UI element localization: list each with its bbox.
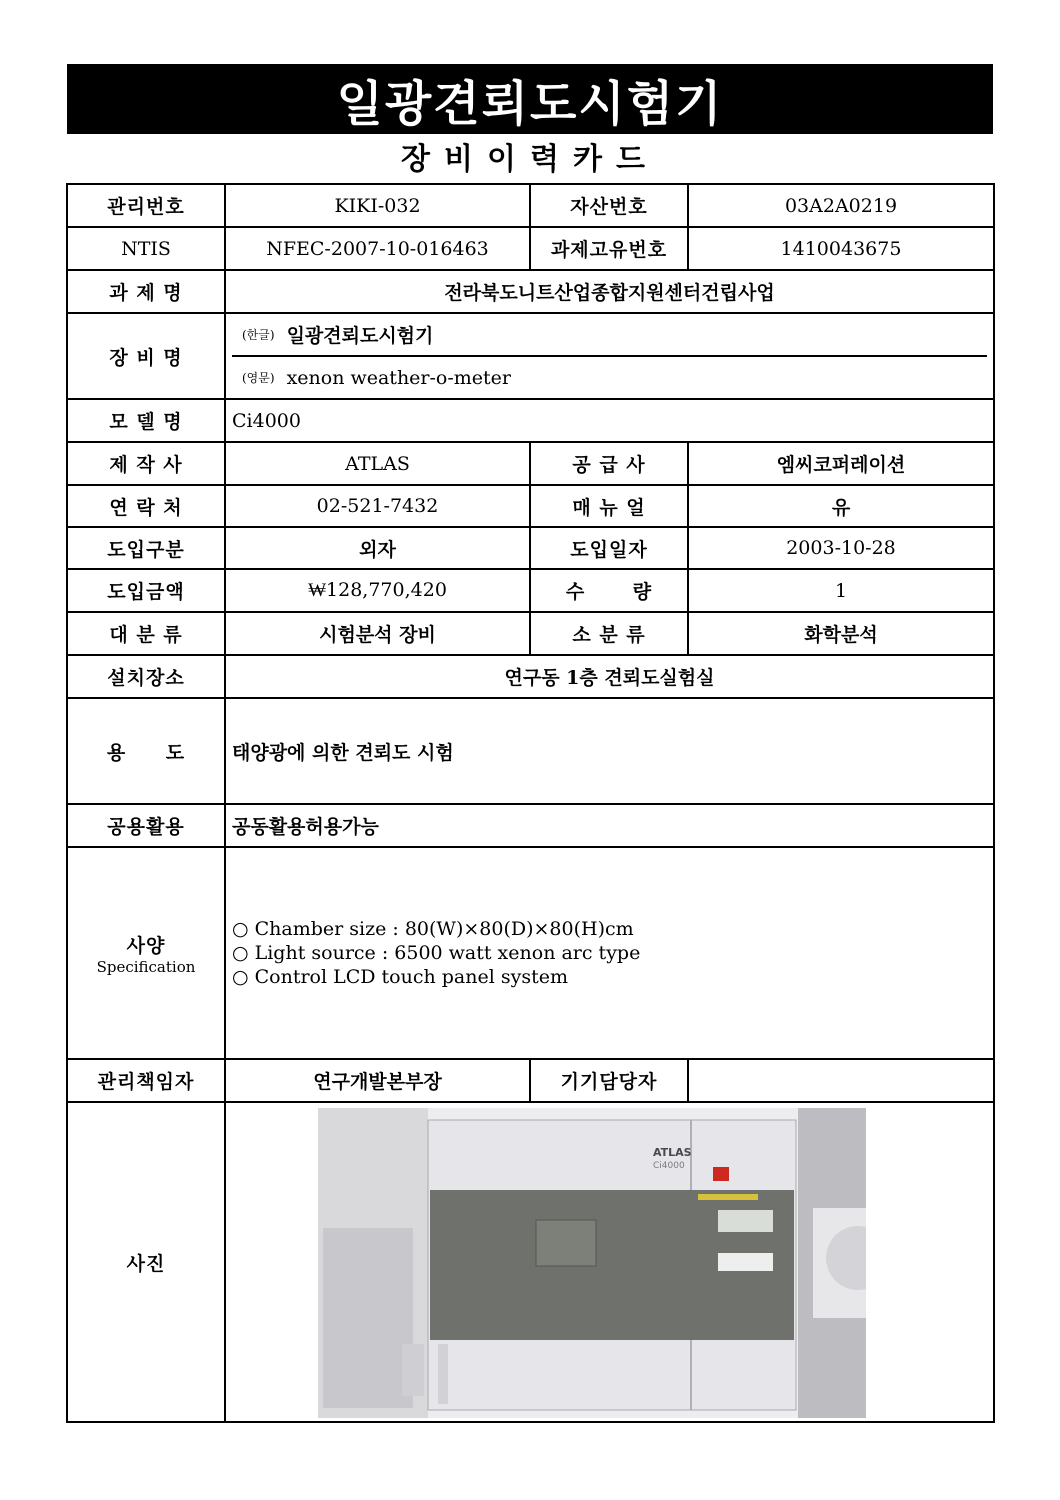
table-row xyxy=(67,1059,994,1102)
mgmt-no-label: 관리번호 xyxy=(67,184,225,227)
english-tag: (영문) xyxy=(242,371,275,385)
manager-value: 연구개발본부장 xyxy=(225,1059,530,1102)
usage-label: 용 도 xyxy=(67,698,225,804)
project-id-value: 1410043675 xyxy=(688,227,994,270)
operator-label: 기기담당자 xyxy=(530,1059,688,1102)
spec-item: ○ Light source : 6500 watt xenon arc type xyxy=(232,942,641,964)
intro-amount-label: 도입금액 xyxy=(67,569,225,612)
table-row xyxy=(67,569,994,612)
shared-value: 공동활용허용가능 xyxy=(225,804,994,847)
manual-label: 매 뉴 얼 xyxy=(530,485,688,527)
intro-date-value: 2003-10-28 xyxy=(688,527,994,569)
mgmt-no-value: KIKI-032 xyxy=(225,184,530,227)
card-title: 일광견뢰도시험기 xyxy=(67,64,993,134)
table-row xyxy=(67,485,994,527)
asset-no-label: 자산번호 xyxy=(530,184,688,227)
intro-date-label: 도입일자 xyxy=(530,527,688,569)
table-row xyxy=(67,399,994,442)
minor-class-label: 소 분 류 xyxy=(530,612,688,655)
spec-label: 사양 xyxy=(126,934,166,957)
table-row xyxy=(67,847,994,1059)
location-value: 연구동 1층 견뢰도실험실 xyxy=(225,655,994,698)
model-value: Ci4000 xyxy=(225,399,994,442)
table-row xyxy=(67,1102,994,1422)
quantity-label: 수 량 xyxy=(530,569,688,612)
xenon-tester-illustration xyxy=(318,1108,866,1418)
table-row xyxy=(67,698,994,804)
equipment-photo xyxy=(318,1108,866,1418)
supplier-value: 엠씨코퍼레이션 xyxy=(688,442,994,485)
ntis-value: NFEC-2007-10-016463 xyxy=(225,227,530,270)
maker-label: 제 작 사 xyxy=(67,442,225,485)
spec-items xyxy=(225,847,994,1059)
intro-type-value: 외자 xyxy=(225,527,530,569)
spec-label-cell xyxy=(67,847,225,1059)
table-row xyxy=(67,313,994,399)
card-subtitle: 장비이력카드 xyxy=(401,142,659,177)
spec-item: ○ Control LCD touch panel system xyxy=(232,966,568,988)
spec-item: ○ Chamber size : 80(W)×80(D)×80(H)cm xyxy=(232,918,634,940)
quantity-value: 1 xyxy=(688,569,994,612)
korean-tag: (한글) xyxy=(242,328,275,342)
ntis-label: NTIS xyxy=(67,227,225,270)
supplier-label: 공 급 사 xyxy=(530,442,688,485)
spec-label-en: Specification xyxy=(96,957,196,976)
equipment-name-ko: 일광견뢰도시험기 xyxy=(286,325,434,347)
table-row xyxy=(67,612,994,655)
maker-value: ATLAS xyxy=(225,442,530,485)
photo-label: 사진 xyxy=(67,1102,225,1422)
major-class-value: 시험분석 장비 xyxy=(225,612,530,655)
project-name-label: 과 제 명 xyxy=(67,270,225,313)
manager-label: 관리책임자 xyxy=(67,1059,225,1102)
table-row xyxy=(67,270,994,313)
contact-value: 02-521-7432 xyxy=(225,485,530,527)
equipment-name-label: 장 비 명 xyxy=(67,313,225,399)
model-label-plate: Ci4000 xyxy=(653,1161,685,1171)
table-row xyxy=(67,804,994,847)
project-id-label: 과제고유번호 xyxy=(530,227,688,270)
photo-cell xyxy=(225,1102,994,1422)
equipment-name-cell xyxy=(225,313,994,399)
operator-value xyxy=(688,1059,994,1102)
project-name-value: 전라북도니트산업종합지원센터건립사업 xyxy=(225,270,994,313)
manual-value: 유 xyxy=(688,485,994,527)
table-row xyxy=(67,655,994,698)
table-row xyxy=(67,527,994,569)
model-label: 모 델 명 xyxy=(67,399,225,442)
location-label: 설치장소 xyxy=(67,655,225,698)
shared-label: 공용활용 xyxy=(67,804,225,847)
major-class-label: 대 분 류 xyxy=(67,612,225,655)
brand-label: ATLAS xyxy=(653,1146,692,1159)
usage-value: 태양광에 의한 견뢰도 시험 xyxy=(225,698,994,804)
minor-class-value: 화학분석 xyxy=(688,612,994,655)
intro-amount-value: ₩128,770,420 xyxy=(225,569,530,612)
equipment-history-table xyxy=(66,183,995,1423)
contact-label: 연 락 처 xyxy=(67,485,225,527)
table-row xyxy=(67,227,994,270)
equipment-name-en: xenon weather-o-meter xyxy=(286,366,512,389)
intro-type-label: 도입구분 xyxy=(67,527,225,569)
asset-no-value: 03A2A0219 xyxy=(688,184,994,227)
table-row xyxy=(67,184,994,227)
table-row xyxy=(67,442,994,485)
